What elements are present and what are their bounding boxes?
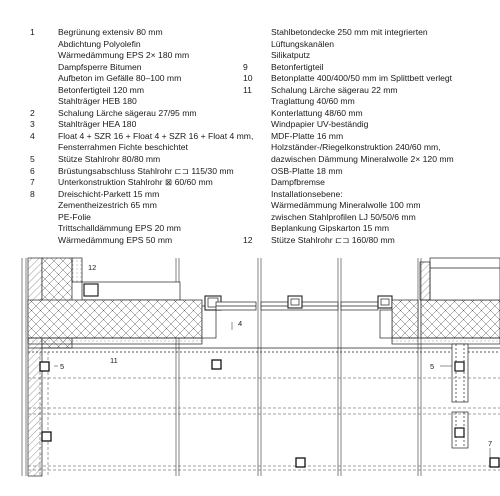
legend-line: Lüftungskanälen — [271, 38, 335, 49]
legend-line: Begrünung extensiv 80 mm — [58, 27, 163, 37]
legend-line: PE-Folie — [58, 211, 91, 222]
legend-number: 3 — [30, 119, 35, 130]
callout-11: 11 — [110, 356, 118, 365]
balustrade-strips — [452, 344, 468, 448]
callout-4: 4 — [238, 319, 243, 328]
legend-line: Schalung Lärche sägerau 27/95 mm — [58, 107, 197, 118]
legend-line: Dreischicht-Parkett 15 mm — [58, 188, 160, 199]
callout-5-left: 5 — [60, 362, 65, 371]
legend-line: Stahlträger HEA 180 — [58, 119, 137, 130]
legend-line: Zementheizestrich 65 mm — [58, 200, 157, 211]
legend-line: Dampfsperre Bitumen — [58, 61, 142, 72]
legend-line: Trittschalldämmung EPS 20 mm — [58, 223, 181, 234]
legend-line: Stütze Stahlrohr 80/80 mm — [58, 154, 161, 165]
legend-number: 10 — [243, 73, 253, 84]
legend-line: MDF-Platte 16 mm — [271, 130, 344, 141]
legend-line: Stahlträger HEB 180 — [58, 96, 137, 107]
legend-line: Betonfertigteil — [271, 61, 324, 72]
legend-line: Fensterrahmen Fichte beschichtet — [58, 142, 188, 153]
legend-number: 8 — [30, 188, 35, 199]
legend-line: dazwischen Dämmung Mineralwolle 2× 120 mm — [271, 154, 454, 165]
legend-line: Wärmedämmung Mineralwolle 100 mm — [271, 200, 421, 211]
legend-line: Betonfertigteil 120 mm — [58, 84, 144, 95]
legend-number: 9 — [243, 61, 248, 72]
legend-line: Windpapier UV-beständig — [271, 119, 369, 130]
legend-line: Unterkonstruktion Stahlrohr ⊠ 60/60 mm — [58, 177, 213, 188]
legend-line: Brüstungsabschluss Stahlrohr ⊏⊐ 115/30 mm — [58, 165, 234, 176]
legend-number: 1 — [30, 27, 35, 37]
legend-line: zwischen Stahlprofilen LJ 50/50/6 mm — [271, 211, 416, 222]
legend-line: Traglattung 40/60 mm — [271, 96, 355, 107]
legend-line: Abdichtung Polyolefin — [58, 38, 141, 49]
legend-number: 4 — [30, 130, 35, 141]
legend-line: Beplankung Gipskarton 15 mm — [271, 223, 389, 234]
callout-12: 12 — [88, 263, 97, 272]
legend-number: 12 — [243, 234, 253, 245]
legend-line: Float 4 + SZR 16 + Float 4 + SZR 16 + Float 4 mm, — [58, 130, 254, 141]
steel-columns — [40, 360, 499, 467]
legend-line: OSB-Platte 18 mm — [271, 165, 343, 176]
legend-line: Betonplatte 400/400/50 mm im Splittbett verlegt — [271, 73, 453, 84]
legend-line: Stahlbetondecke 250 mm mit integrierten — [271, 27, 428, 37]
legend-number: 11 — [243, 84, 252, 95]
legend-line: Dampfbremse — [271, 177, 325, 188]
legend-line: Konterlattung 48/60 mm — [271, 107, 363, 118]
legend-line: Aufbeton im Gefälle 80–100 mm — [58, 73, 182, 84]
wall-band-right — [380, 258, 500, 344]
legend-line: Wärmedämmung EPS 2× 180 mm — [58, 50, 190, 61]
legend-line: Schalung Lärche sägerau 22 mm — [271, 84, 398, 95]
legend-number: 2 — [30, 107, 35, 118]
legend-line: Stütze Stahlrohr ⊏⊐ 160/80 mm — [271, 234, 395, 245]
legend-line: Silikatputz — [271, 50, 311, 61]
legend-line: Holzständer-/Riegelkonstruktion 240/60 mm, — [271, 142, 441, 153]
legend-line: Installationsebene: — [271, 188, 343, 199]
callout-5-right: 5 — [430, 362, 435, 371]
legend-number: 7 — [30, 177, 35, 188]
legend-number: 5 — [30, 154, 35, 165]
legend-line: Wärmedämmung EPS 50 mm — [58, 234, 173, 245]
window-frames — [261, 296, 392, 310]
legend-number: 6 — [30, 165, 35, 176]
callout-7: 7 — [488, 439, 493, 448]
